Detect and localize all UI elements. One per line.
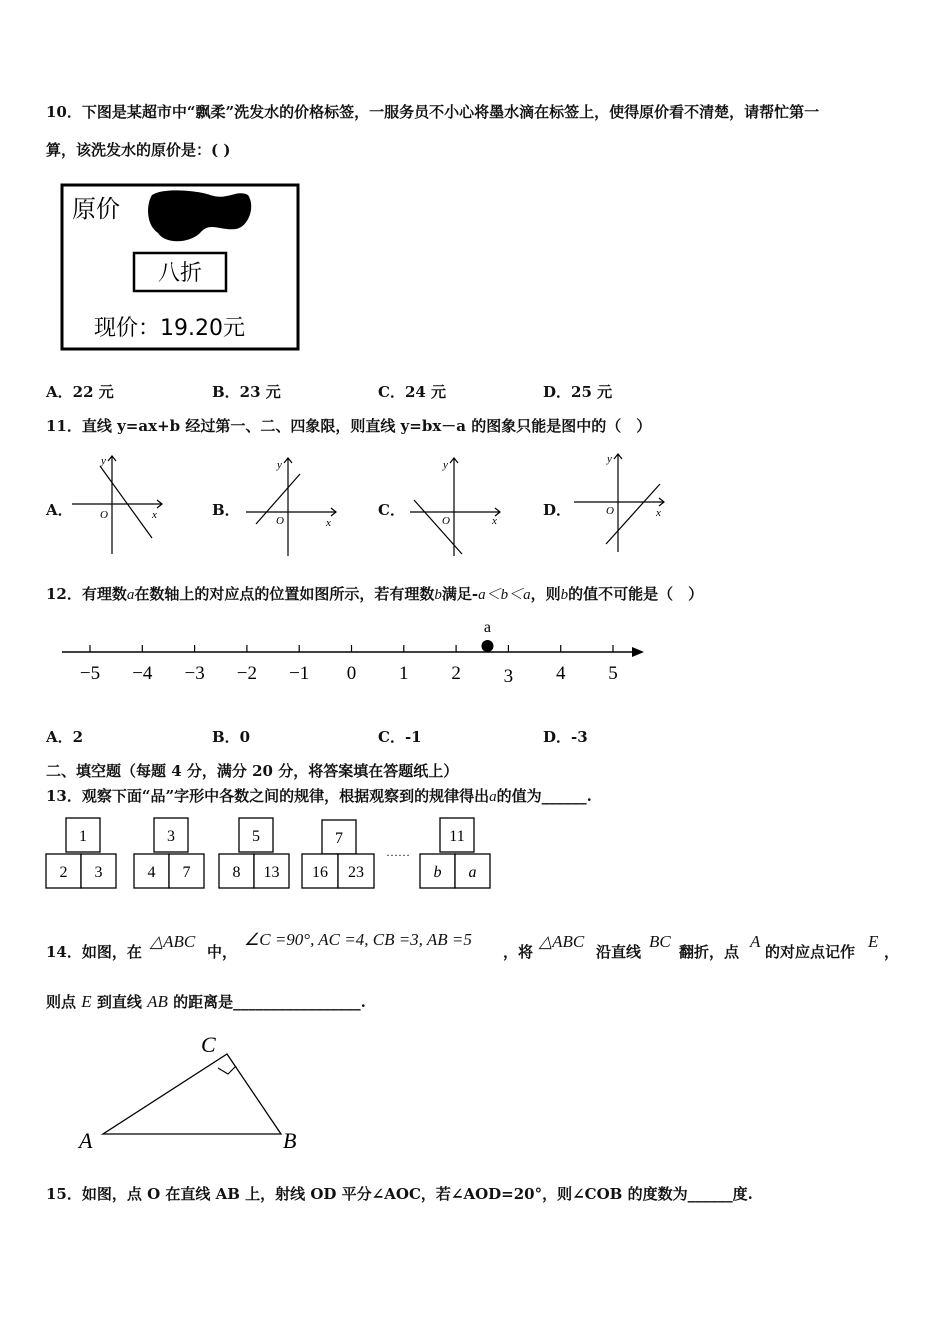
svg-text:O: O [100,509,108,521]
number-line-tick-label: 5 [608,663,618,684]
q11-graph-d [570,450,670,556]
now-price-text: 现价：19.20元 [94,316,245,341]
q10-option-a: A．22 元 [46,383,114,401]
q11-graph-b [242,454,342,560]
q10-line2: 算，该洗发水的原价是：( ) [46,141,231,159]
q10-option-d: D．25 元 [543,383,613,401]
q12-option-b: B．0 [212,728,251,746]
vertex-b-label: B [283,1128,297,1153]
number-line-tick-label: −4 [132,663,153,684]
q10-option-c: C．24 元 [378,383,447,401]
q11-graph-c [406,454,506,560]
point-a-marker [481,640,493,652]
q11-option-d: D． [543,501,572,519]
svg-text:x: x [152,509,157,521]
svg-text:y: y [607,453,612,465]
price-tag-figure [60,183,302,353]
number-line-tick-label: −1 [289,663,310,684]
q14-point-e: E [868,932,879,951]
number-line-tick-label: 1 [399,663,409,684]
q10-option-b: B．23 元 [212,383,281,401]
svg-text:O: O [606,505,614,517]
q14-triangle-1: △ABC [150,932,196,951]
svg-text:O: O [442,515,450,527]
q14-comma: ， [884,943,900,961]
discount-text: 八折 [157,261,203,286]
pin-right-number: 3 [94,864,103,881]
q12-option-a: A．2 [46,728,84,746]
pin-top-number: 11 [449,828,465,845]
number-line [56,618,656,688]
q12-stem: 12．有理数a在数轴上的对应点的位置如图所示，若有理数b满足-a＜b＜a，则b的值不可能是（ ） [46,585,704,603]
vertex-a-label: A [79,1128,93,1153]
svg-text:x: x [492,515,497,527]
q11-option-a: A． [46,501,73,519]
pin-left-number: b [433,864,442,881]
pin-shapes-figure [44,816,504,892]
pin-right-number: 7 [182,864,191,881]
q14-fold: 翻折，点 [679,943,740,961]
triangle-figure [75,1030,315,1155]
q11-stem: 11．直线 y=ax+b 经过第一、二、四象限，则直线 y=bx－a 的图象只能是图中的（ ） [46,417,652,435]
svg-text:y: y [277,459,282,471]
q12-option-c: C．-1 [378,728,422,746]
q11-option-b: B． [212,501,240,519]
q14-bc: BC [649,932,671,951]
q14-point-a: A [750,932,761,951]
pin-top-number: 1 [79,828,87,845]
price-tag-original-label: 原价 [72,195,120,223]
q14-corresponding: 的对应点记作 [765,943,856,961]
section-2-heading: 二、填空题（每题 4 分，满分 20 分，将答案填在答题纸上） [46,762,459,780]
q11-option-c: C． [378,501,405,519]
number-line-tick-label: 4 [555,663,566,684]
q15-stem: 15．如图，点 O 在直线 AB 上，射线 OD 平分∠AOC，若∠AOD=20°，则∠COB 的度数为______度. [46,1185,753,1203]
pin-right-number: a [468,864,477,881]
pin-left-number: 8 [232,864,241,881]
q12-option-d: D．-3 [543,728,588,746]
svg-text:y: y [101,455,106,467]
q13-stem: 13．观察下面“品”字形中各数之间的规律，根据观察到的规律得出a的值为______. [46,787,592,805]
q14-line2: 则点 E 到直线 AB 的距离是_________________. [46,992,366,1011]
pin-right-number: 13 [263,864,280,881]
pin-left-number: 2 [59,864,68,881]
q14-zhong: 中， [207,943,238,961]
number-line-tick-label: 3 [503,666,514,687]
q14-line1: 14．如图，在 [46,943,142,961]
vertex-c-label: C [201,1032,216,1057]
point-a-label: a [483,619,492,636]
number-line-tick-label: 0 [346,663,357,684]
q14-along: 沿直线 [596,943,642,961]
pin-left-number: 16 [312,864,328,881]
svg-text:O: O [276,515,284,527]
q14-triangle-2: △ABC [539,932,585,951]
number-line-tick-label: 2 [451,663,461,684]
svg-text:x: x [656,507,661,519]
pin-top-number: 7 [335,830,343,847]
q14-condition: ∠C =90°, AC =4, CB =3, AB =5 [244,930,472,949]
q14-jiang: ，将 [503,943,534,961]
pin-top-number: 3 [167,828,175,845]
number-line-tick-label: −5 [79,663,101,684]
pin-ellipsis: …… [386,845,410,859]
q11-graph-a [68,452,168,558]
number-line-tick-label: −3 [184,663,205,684]
q10-line1: 10．下图是某超市中“飘柔”洗发水的价格标签，一服务员不小心将墨水滴在标签上，使得原价看不清楚，请帮忙第一 [46,103,820,121]
pin-right-number: 23 [348,864,364,881]
svg-text:y: y [443,459,448,471]
svg-text:x: x [326,517,331,529]
pin-top-number: 5 [252,828,260,845]
number-line-tick-label: −2 [236,663,258,684]
pin-left-number: 4 [147,864,156,881]
